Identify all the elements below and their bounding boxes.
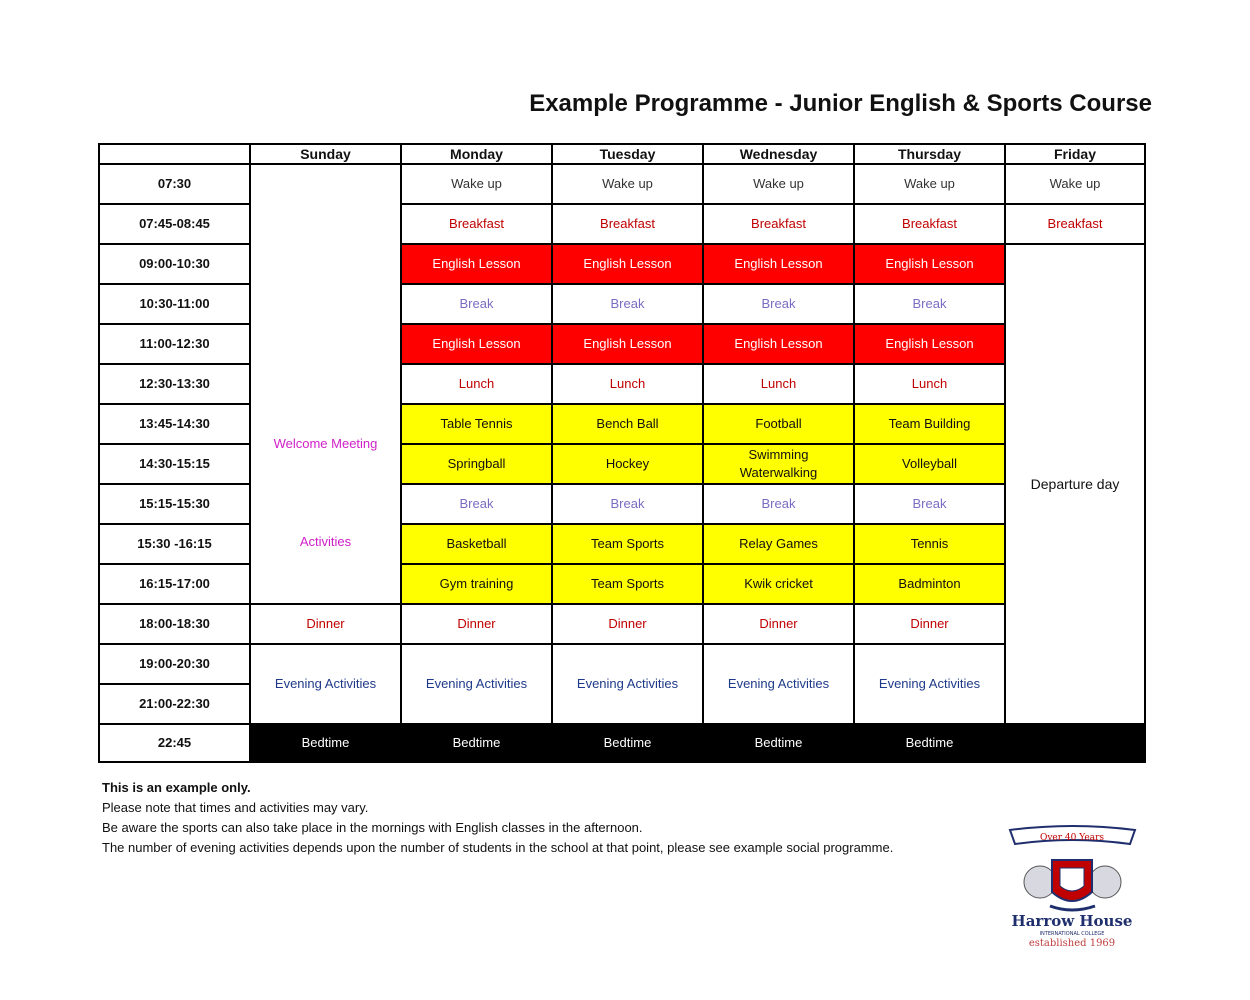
slot-cell: Breakfast [1005, 204, 1145, 244]
header-corner [99, 144, 250, 164]
slot-cell: English Lesson [703, 244, 854, 284]
time-cell: 21:00-22:30 [99, 684, 250, 724]
slot-cell: Dinner [401, 604, 552, 644]
slot-cell: Football [703, 404, 854, 444]
sunday-column [250, 164, 401, 604]
note-line: Please note that times and activities may vary. [102, 800, 369, 815]
logo-banner: Over 40 Years [1039, 833, 1105, 843]
time-cell: 16:15-17:00 [99, 564, 250, 604]
time-cell: 07:30 [99, 164, 250, 204]
table-row [99, 644, 1145, 684]
time-cell: 15:30 -16:15 [99, 524, 250, 564]
time-cell: 15:15-15:30 [99, 484, 250, 524]
slot-cell: Hockey [552, 444, 703, 484]
time-cell: 10:30-11:00 [99, 284, 250, 324]
slot-cell: Dinner [250, 604, 401, 644]
slot-cell: Breakfast [552, 204, 703, 244]
day-header: Thursday [854, 144, 1005, 164]
slot-line: Waterwalking [739, 465, 818, 480]
slot-cell: Break [401, 284, 552, 324]
slot-cell: Kwik cricket [703, 564, 854, 604]
time-cell: 18:00-18:30 [99, 604, 250, 644]
slot-cell: Table Tennis [401, 404, 552, 444]
logo-name: Harrow House [1011, 912, 1133, 930]
slot-cell: English Lesson [854, 244, 1005, 284]
table-row [99, 604, 1145, 644]
slot-cell: Evening Activities [250, 644, 401, 724]
slot-cell: Relay Games [703, 524, 854, 564]
slot-cell: English Lesson [552, 324, 703, 364]
slot-cell: Break [854, 484, 1005, 524]
note-line: Be aware the sports can also take place in the mornings with English classes in the afternoon. [102, 820, 643, 835]
slot-cell: Dinner [552, 604, 703, 644]
slot-cell: Wake up [703, 164, 854, 204]
table-row [99, 724, 1145, 762]
slot-cell: Springball [401, 444, 552, 484]
slot-cell: Lunch [854, 364, 1005, 404]
notes [102, 778, 893, 858]
departure-day: Departure day [1030, 475, 1120, 492]
slot-cell: Evening Activities [401, 644, 552, 724]
slot-cell: Bedtime [854, 724, 1005, 762]
day-header: Wednesday [703, 144, 854, 164]
time-cell: 19:00-20:30 [99, 644, 250, 684]
slot-cell: Wake up [552, 164, 703, 204]
friday-rest [1005, 244, 1145, 724]
slot-line: Swimming [748, 447, 809, 462]
slot-cell: Break [703, 284, 854, 324]
time-cell: 14:30-15:15 [99, 444, 250, 484]
slot-cell: Bedtime [401, 724, 552, 762]
slot-cell: Dinner [703, 604, 854, 644]
slot-cell: Lunch [552, 364, 703, 404]
slot-cell: Evening Activities [552, 644, 703, 724]
slot-cell: Bedtime [250, 724, 401, 762]
logo-est: established 1969 [1028, 938, 1116, 949]
slot-cell: Breakfast [854, 204, 1005, 244]
time-cell: 07:45-08:45 [99, 204, 250, 244]
day-header: Monday [401, 144, 552, 164]
schedule-table [98, 143, 1146, 763]
slot-cell: Bench Ball [552, 404, 703, 444]
page-title: Example Programme - Junior English & Sports Course [529, 90, 1152, 117]
slot-cell: English Lesson [854, 324, 1005, 364]
slot-cell: Bedtime [552, 724, 703, 762]
day-header: Friday [1005, 144, 1145, 164]
slot-cell: Break [401, 484, 552, 524]
slot-cell: Lunch [401, 364, 552, 404]
day-header: Sunday [250, 144, 401, 164]
slot-cell: English Lesson [401, 244, 552, 284]
slot-cell: Volleyball [854, 444, 1005, 484]
slot-cell [1005, 724, 1145, 762]
slot-cell: Break [552, 484, 703, 524]
slot-cell: Breakfast [401, 204, 552, 244]
note-line: The number of evening activities depends upon the number of students in the school at that point, please see example social programme. [102, 840, 894, 855]
slot-cell [703, 444, 854, 484]
slot-cell: Basketball [401, 524, 552, 564]
time-cell: 11:00-12:30 [99, 324, 250, 364]
slot-cell: Wake up [854, 164, 1005, 204]
header-row [99, 144, 1145, 164]
slot-cell: Lunch [703, 364, 854, 404]
slot-cell: Wake up [401, 164, 552, 204]
slot-cell: Breakfast [703, 204, 854, 244]
table-row [99, 164, 1145, 204]
slot-cell: Evening Activities [703, 644, 854, 724]
time-cell: 13:45-14:30 [99, 404, 250, 444]
logo-sub: INTERNATIONAL COLLEGE [1039, 931, 1105, 937]
day-header: Tuesday [552, 144, 703, 164]
slot-cell: Team Sports [552, 564, 703, 604]
slot-cell: Gym training [401, 564, 552, 604]
sunday-activities: Activities [299, 534, 352, 549]
slot-cell: Break [703, 484, 854, 524]
slot-cell: Break [552, 284, 703, 324]
sunday-welcome: Welcome Meeting [273, 436, 378, 451]
slot-cell: English Lesson [552, 244, 703, 284]
slot-cell: English Lesson [703, 324, 854, 364]
slot-cell: Wake up [1005, 164, 1145, 204]
time-cell: 09:00-10:30 [99, 244, 250, 284]
slot-cell: English Lesson [401, 324, 552, 364]
slot-cell: Bedtime [703, 724, 854, 762]
slot-cell: Break [854, 284, 1005, 324]
time-cell: 22:45 [99, 724, 250, 762]
slot-cell: Evening Activities [854, 644, 1005, 724]
slot-cell: Badminton [854, 564, 1005, 604]
slot-cell: Team Sports [552, 524, 703, 564]
slot-cell: Tennis [854, 524, 1005, 564]
slot-cell: Dinner [854, 604, 1005, 644]
note-line: This is an example only. [102, 780, 251, 795]
slot-cell: Team Building [854, 404, 1005, 444]
time-cell: 12:30-13:30 [99, 364, 250, 404]
harrow-house-logo [1000, 822, 1145, 952]
